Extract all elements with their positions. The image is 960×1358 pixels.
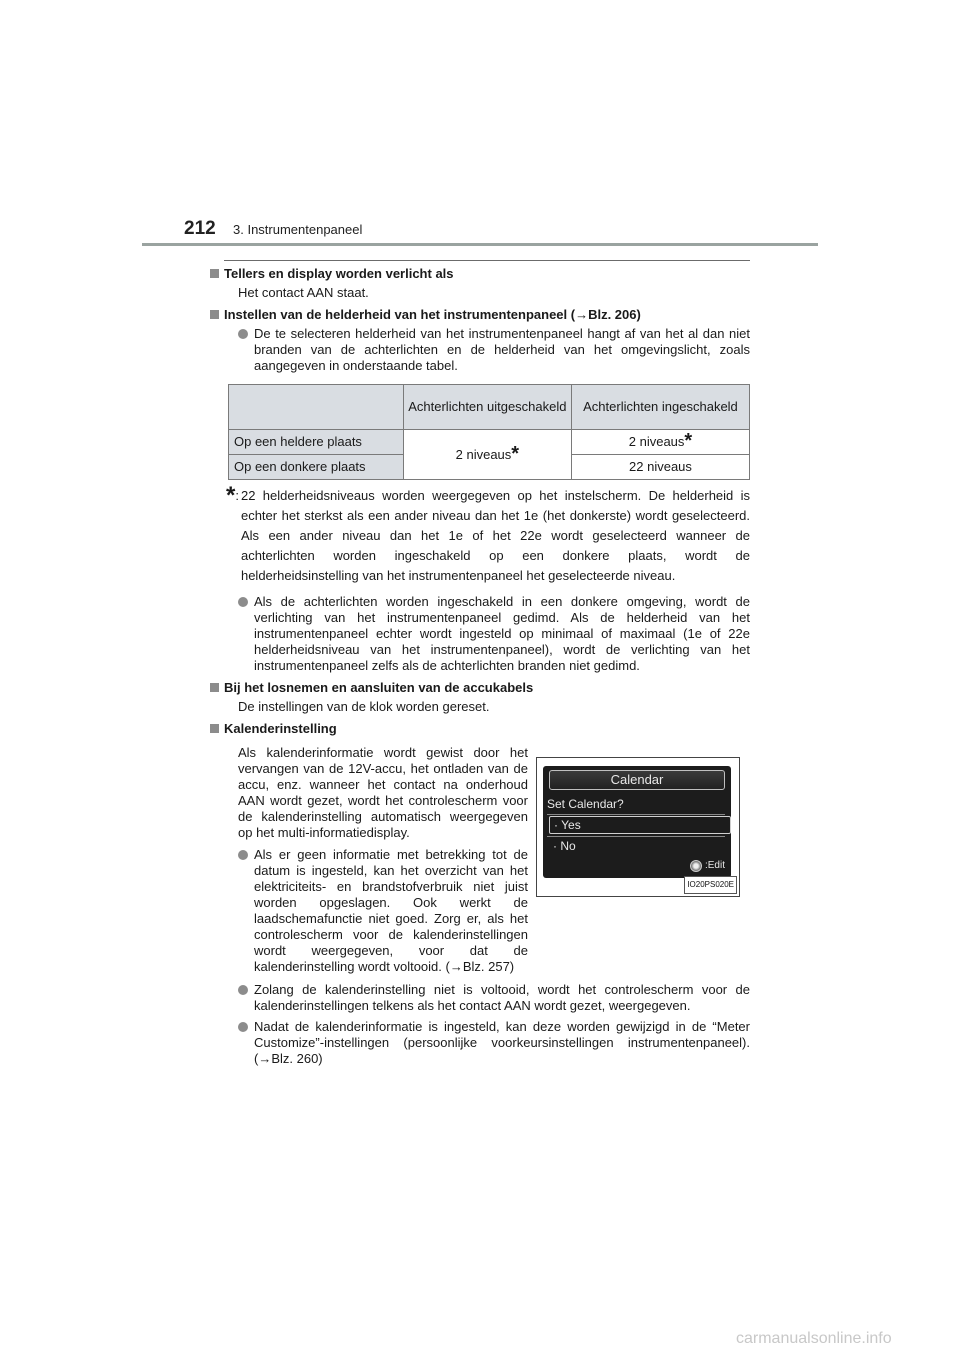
list-item: De te selecteren helderheid van het instrumentenpaneel hangt af van het al dan niet branden van de achterlichten en de helderheid van het omgevingslicht, zoals aangegeven in onderstaande tabel. <box>238 326 750 374</box>
chapter-title: 3. Instrumentenpaneel <box>233 222 363 237</box>
round-bullet-icon <box>238 329 248 339</box>
section-title: Tellers en display worden verlicht als <box>224 266 454 281</box>
footnote: * : 22 helderheidsniveaus worden weergegeven op het instelscherm. De helderheid is echter het sterkst als een ander niveau dan het 1e (het donkerste) wordt geselecteerd. Als een ander niveau dan het 1e of het 22e wordt geselecteerd wanneer de achterlichten worden ingeschakeld op een donkere plaats, wordt de helderheidsinstelling van het instrumentenpaneel het geselecteerde niveau. <box>226 486 750 586</box>
table-column-header: Achterlichten uitgeschakeld <box>403 385 571 430</box>
section-title: Kalenderinstelling <box>224 721 337 736</box>
section-accu <box>210 680 750 715</box>
edit-hint: :Edit <box>690 858 725 874</box>
multi-information-display <box>543 766 731 878</box>
page-number: 212 <box>184 218 216 239</box>
section-text: De instellingen van de klok worden gereset. <box>238 699 490 714</box>
asterisk-icon: * <box>511 442 520 465</box>
screen-title: Calendar <box>549 770 725 790</box>
asterisk-icon: * <box>684 430 693 452</box>
screen-question: Set Calendar? <box>547 797 624 811</box>
watermark: carmanualsonline.info <box>736 1330 892 1347</box>
square-bullet-icon <box>210 269 219 278</box>
round-bullet-icon <box>238 850 248 860</box>
table-row <box>229 430 750 455</box>
list-item: Als er geen informatie met betrekking tot de datum is ingesteld, kan het overzicht van het elektriciteits- en brandstofverbruik niet juist worden opgeslagen. Ook werkt de laadschemafunctie niet goed. Zorg er, als het controlescherm voor de kalenderinstellingen wordt weergegeven, voor dat de kalenderinstelling wordt voltooid. (→Blz. 257) <box>238 847 528 975</box>
option-yes: · Yes <box>549 816 731 834</box>
section-helderheid <box>210 307 750 674</box>
section-title: Bij het losnemen en aansluiten van de accukabels <box>224 680 534 695</box>
square-bullet-icon <box>210 310 219 319</box>
square-bullet-icon <box>210 724 219 733</box>
header-divider <box>142 243 818 246</box>
table-row-header: Op een heldere plaats <box>229 430 404 455</box>
square-bullet-icon <box>210 683 219 692</box>
list-item: Nadat de kalenderinformatie is ingesteld, kan deze worden gewijzigd in de “Meter Customize”-instellingen (persoonlijke voorkeursinstellingen instrumentenpaneel). (→Blz. 260) <box>238 1019 750 1067</box>
table-cell: 2 niveaus* <box>571 430 749 455</box>
page-content <box>210 266 750 1072</box>
brightness-table <box>228 384 750 480</box>
knob-icon <box>690 860 702 872</box>
option-no: · No <box>553 839 576 853</box>
table-column-header: Achterlichten ingeschakeld <box>571 385 749 430</box>
section-title: Instellen van de helderheid van het instrumentenpaneel (→Blz. 206) <box>224 307 641 322</box>
list-item: Zolang de kalenderinstelling niet is voltooid, wordt het controlescherm voor de kalenderinstellingen telkens als het contact AAN wordt gezet, weergegeven. <box>238 982 750 1014</box>
table-row-header: Op een donkere plaats <box>229 455 404 480</box>
figure-code: IO20PS020E <box>684 876 737 894</box>
table-corner-cell <box>229 385 404 430</box>
round-bullet-icon <box>238 597 248 607</box>
section-tellers <box>210 266 750 301</box>
table-cell: 2 niveaus* <box>403 430 571 480</box>
round-bullet-icon <box>238 1022 248 1032</box>
asterisk-icon: * <box>226 482 236 509</box>
section-text: Het contact AAN staat. <box>238 285 369 300</box>
calendar-screen-figure <box>536 757 740 897</box>
page-header <box>0 0 960 250</box>
section-text: Als kalenderinformatie wordt gewist door het vervangen van de 12V-accu, het ontladen van de accu, enz. wanneer het contact na onderhoud AAN wordt gezet, wordt het controlescherm voor de kalenderinstelling automatisch weergegeven op het multi-informatiedisplay. <box>238 745 528 840</box>
table-header-row <box>229 385 750 430</box>
round-bullet-icon <box>238 985 248 995</box>
divider <box>547 814 725 815</box>
section-divider <box>224 260 750 261</box>
table-cell: 22 niveaus <box>571 455 749 480</box>
divider <box>547 836 725 837</box>
section-kalender <box>210 721 750 1067</box>
list-item: Als de achterlichten worden ingeschakeld in een donkere omgeving, wordt de verlichting van het instrumentenpaneel gedimd. Als de helderheid van het instrumentenpaneel echter wordt ingesteld op minimaal of maximaal (1e of 22e helderheidsniveau van het instrumentenpaneel), wordt de verlichting van het instrumentenpaneel zelfs als de achterlichten branden niet gedimd. <box>238 594 750 674</box>
